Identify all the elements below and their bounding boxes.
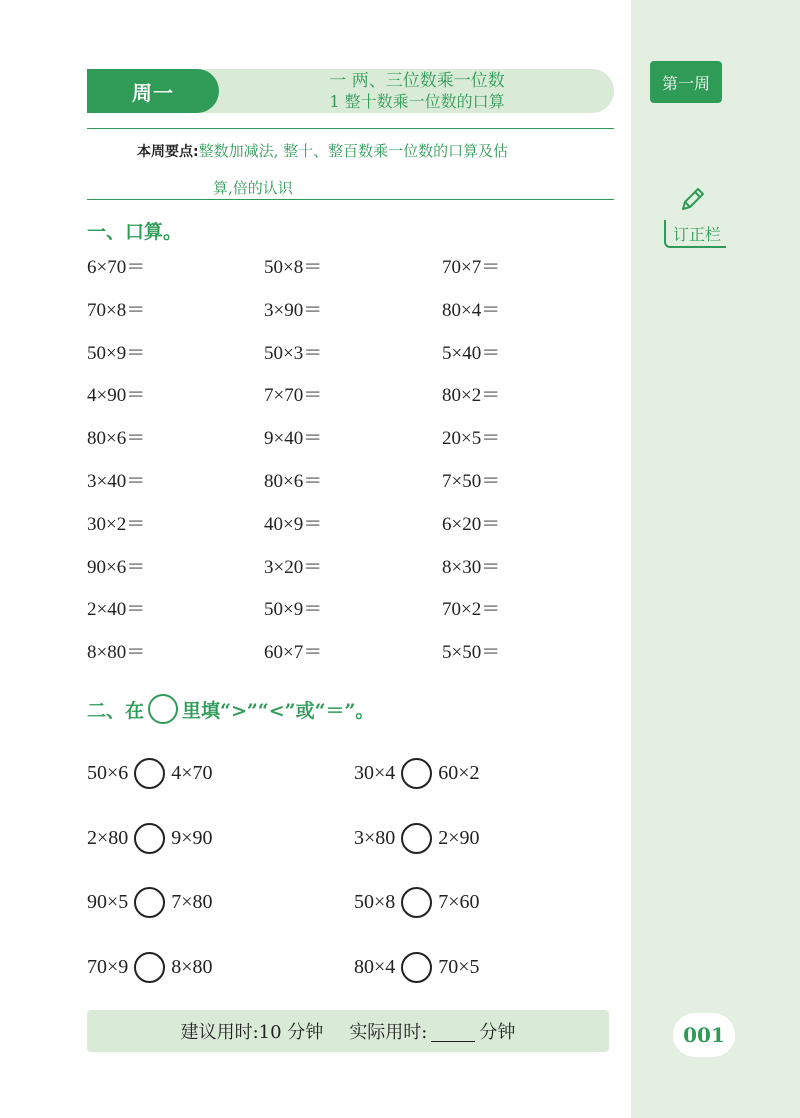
comparison-right: 8×80 xyxy=(171,956,213,979)
problem: 40×9＝ xyxy=(264,513,323,535)
problem: 2×40＝ xyxy=(87,599,146,621)
problem: 50×9＝ xyxy=(87,342,146,364)
problem: 7×50＝ xyxy=(442,471,501,492)
comparison-item xyxy=(354,887,480,918)
answer-circle[interactable] xyxy=(134,952,165,983)
circle-icon xyxy=(148,694,178,724)
comparison-item xyxy=(87,758,213,789)
comparison-right: 2×90 xyxy=(438,826,480,849)
comparison-item xyxy=(354,952,480,983)
problem: 9×40＝ xyxy=(264,428,323,450)
comparison-left: 90×5 xyxy=(87,891,129,914)
actual-time-blank[interactable] xyxy=(431,1021,475,1042)
problem: 80×6＝ xyxy=(264,471,323,492)
section1-title: 一、口算。 xyxy=(87,221,183,243)
problem: 80×2＝ xyxy=(442,385,501,407)
comparison-left: 2×80 xyxy=(87,826,129,849)
problem: 3×40＝ xyxy=(87,471,146,492)
answer-circle[interactable] xyxy=(134,758,165,789)
problem: 90×6＝ xyxy=(87,556,146,578)
problem: 80×4＝ xyxy=(442,299,501,321)
keypoints-line1: 整数加减法, 整十、整百数乘一位数的口算及估 xyxy=(198,142,509,160)
comparison-right: 7×60 xyxy=(438,891,480,914)
problem: 7×70＝ xyxy=(264,385,323,407)
answer-circle[interactable] xyxy=(401,823,432,854)
answer-circle[interactable] xyxy=(134,887,165,918)
problem: 3×20＝ xyxy=(264,556,323,578)
problem: 3×90＝ xyxy=(264,299,323,321)
problem: 60×7＝ xyxy=(264,642,323,664)
comparison-item xyxy=(87,952,213,983)
problem: 8×80＝ xyxy=(87,642,146,664)
problem: 50×8＝ xyxy=(264,257,323,278)
comparison-left: 50×6 xyxy=(87,762,129,784)
time-footer xyxy=(87,1010,609,1052)
page-number: 001 xyxy=(673,1013,735,1057)
actual-time-unit: 分钟 xyxy=(479,1022,516,1043)
section2-title xyxy=(87,694,374,724)
comparison-item xyxy=(87,823,213,854)
comparison-right: 7×80 xyxy=(171,891,213,914)
comparison-item xyxy=(87,887,213,918)
problem: 5×40＝ xyxy=(442,342,501,364)
comparison-item xyxy=(354,758,480,789)
week-badge: 第一周 xyxy=(650,61,722,103)
divider-bottom xyxy=(87,199,614,200)
correction-label: 订正栏 xyxy=(664,220,726,248)
divider-top xyxy=(87,128,614,129)
keypoints-line2: 算,倍的认识 xyxy=(213,179,293,197)
problem: 70×8＝ xyxy=(87,299,146,321)
problem: 20×5＝ xyxy=(442,428,501,450)
comparison-right: 60×2 xyxy=(438,762,480,784)
answer-circle[interactable] xyxy=(401,887,432,918)
lesson-title: 1 整十数乘一位数的口算 xyxy=(329,92,505,111)
problem: 30×2＝ xyxy=(87,513,146,535)
section2-title-suffix: 里填“>”“<”或“＝”。 xyxy=(182,699,375,722)
day-tab: 周一 xyxy=(87,69,219,113)
comparison-right: 9×90 xyxy=(171,826,213,849)
problem: 6×20＝ xyxy=(442,513,501,535)
problem: 80×6＝ xyxy=(87,428,146,450)
comparison-item xyxy=(354,823,480,854)
section2-title-prefix: 二、在 xyxy=(87,699,145,722)
problem: 50×9＝ xyxy=(264,599,323,621)
problem: 8×30＝ xyxy=(442,556,501,578)
answer-circle[interactable] xyxy=(134,823,165,854)
answer-circle[interactable] xyxy=(401,758,432,789)
suggested-time: 建议用时:10 分钟 xyxy=(180,1022,324,1043)
comparison-right: 70×5 xyxy=(438,956,480,979)
problem: 5×50＝ xyxy=(442,642,501,664)
correction-sidebar xyxy=(631,0,800,1118)
problem: 70×7＝ xyxy=(442,257,501,278)
keypoints-label: 本周要点: xyxy=(137,144,199,160)
problem: 6×70＝ xyxy=(87,257,146,278)
unit-title: 一 两、三位数乘一位数 xyxy=(329,71,505,91)
actual-time-label: 实际用时: xyxy=(349,1022,428,1043)
problem: 70×2＝ xyxy=(442,599,501,621)
problem: 50×3＝ xyxy=(264,342,323,364)
comparison-left: 70×9 xyxy=(87,956,129,979)
pencil-icon xyxy=(677,183,709,215)
answer-circle[interactable] xyxy=(401,952,432,983)
comparison-left: 50×8 xyxy=(354,891,396,914)
comparison-right: 4×70 xyxy=(171,762,213,784)
comparison-left: 80×4 xyxy=(354,956,396,979)
comparison-left: 30×4 xyxy=(354,762,396,784)
comparison-left: 3×80 xyxy=(354,826,396,849)
week-keypoints xyxy=(137,133,607,206)
problem: 4×90＝ xyxy=(87,385,146,407)
